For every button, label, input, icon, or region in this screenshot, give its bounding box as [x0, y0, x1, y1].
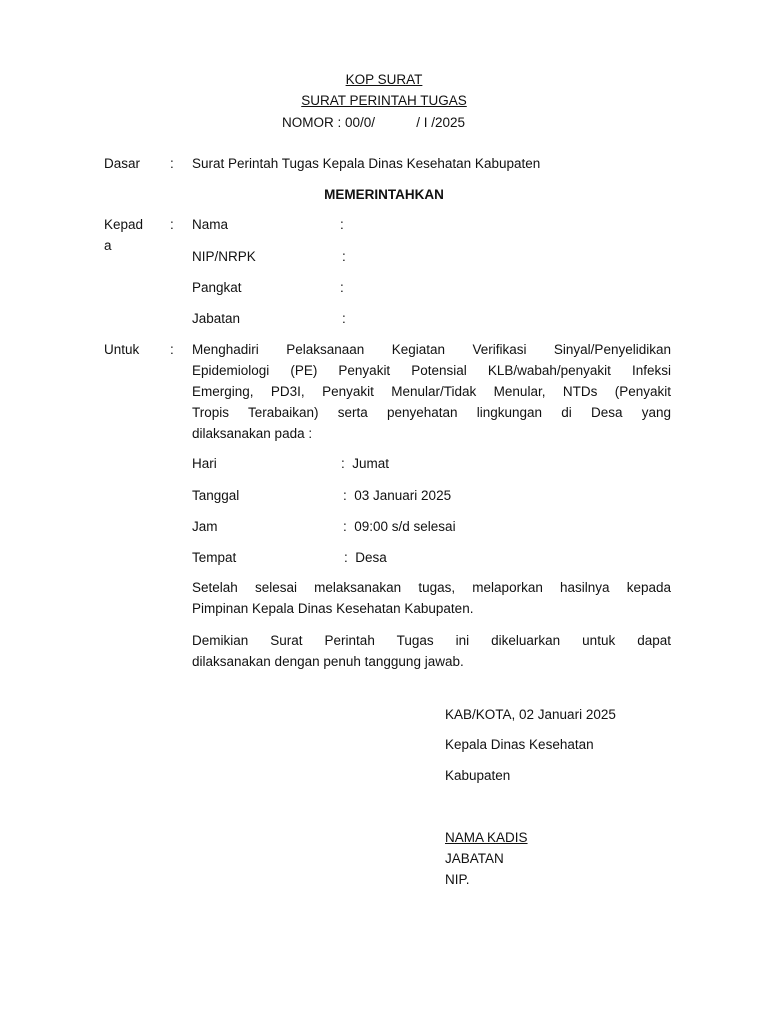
untuk-line-3: Emerging, PD3I, Penyakit Menular/Tidak Menular, NTDs (Penyakit — [192, 384, 671, 399]
signature-position-line1: Kepala Dinas Kesehatan — [445, 737, 594, 752]
setelah-line-2: Pimpinan Kepala Dinas Kesehatan Kabupaten. — [192, 601, 474, 616]
signature-jabatan: JABATAN — [445, 851, 504, 866]
field-nip-label: NIP/NRPK — [192, 249, 256, 264]
dasar-colon: : — [170, 156, 174, 171]
setelah-paragraph — [192, 577, 671, 619]
untuk-paragraph — [192, 339, 671, 444]
kepada-label-line2: a — [104, 238, 112, 253]
schedule-jam-label: Jam — [192, 519, 218, 534]
schedule-tanggal-value: : 03 Januari 2025 — [343, 488, 452, 503]
field-nama-label: Nama — [192, 217, 229, 232]
dasar-label: Dasar — [104, 156, 141, 171]
memerintahkan-heading: MEMERINTAHKAN — [324, 187, 444, 202]
signature-place-date: KAB/KOTA, 02 Januari 2025 — [445, 707, 616, 722]
setelah-line-1: Setelah selesai melaksanakan tugas, melaporkan hasilnya kepada — [192, 580, 671, 595]
schedule-hari-value: : Jumat — [341, 456, 390, 471]
field-pangkat-colon: : — [340, 280, 344, 295]
field-nama-colon: : — [340, 217, 344, 232]
untuk-colon: : — [170, 342, 174, 357]
kepada-label-line1: Kepad — [104, 217, 144, 232]
field-nip-colon: : — [342, 249, 346, 264]
untuk-line-4: Tropis Terabaikan) serta penyehatan lingkungan di Desa yang — [192, 405, 671, 420]
schedule-tempat-label: Tempat — [192, 550, 237, 565]
dasar-text: Surat Perintah Tugas Kepala Dinas Kesehatan Kabupaten — [192, 156, 541, 171]
schedule-tempat-value: : Desa — [344, 550, 387, 565]
kop-surat: KOP SURAT — [345, 72, 423, 87]
signature-nip: NIP. — [445, 872, 470, 887]
field-jabatan-colon: : — [342, 311, 346, 326]
demikian-line-1: Demikian Surat Perintah Tugas ini dikeluarkan untuk dapat — [192, 633, 671, 648]
schedule-jam-value: : 09:00 s/d selesai — [343, 519, 456, 534]
signature-name: NAMA KADIS — [445, 830, 528, 845]
field-pangkat-label: Pangkat — [192, 280, 242, 295]
untuk-line-1: Menghadiri Pelaksanaan Kegiatan Verifikasi Sinyal/Penyelidikan — [192, 342, 671, 357]
letter-number: NOMOR : 00/0/ / I /2025 — [282, 115, 466, 130]
untuk-line-5: dilaksanakan pada : — [192, 426, 313, 441]
signature-position-line2: Kabupaten — [445, 768, 511, 783]
field-jabatan-label: Jabatan — [192, 311, 241, 326]
demikian-line-2: dilaksanakan dengan penuh tanggung jawab. — [192, 654, 464, 669]
letter-title: SURAT PERINTAH TUGAS — [301, 93, 467, 108]
kepada-colon: : — [170, 217, 174, 232]
untuk-label: Untuk — [104, 342, 140, 357]
untuk-line-2: Epidemiologi (PE) Penyakit Potensial KLB/wabah/penyakit Infeksi — [192, 363, 671, 378]
schedule-hari-label: Hari — [192, 456, 217, 471]
demikian-paragraph — [192, 630, 671, 672]
schedule-tanggal-label: Tanggal — [192, 488, 240, 503]
